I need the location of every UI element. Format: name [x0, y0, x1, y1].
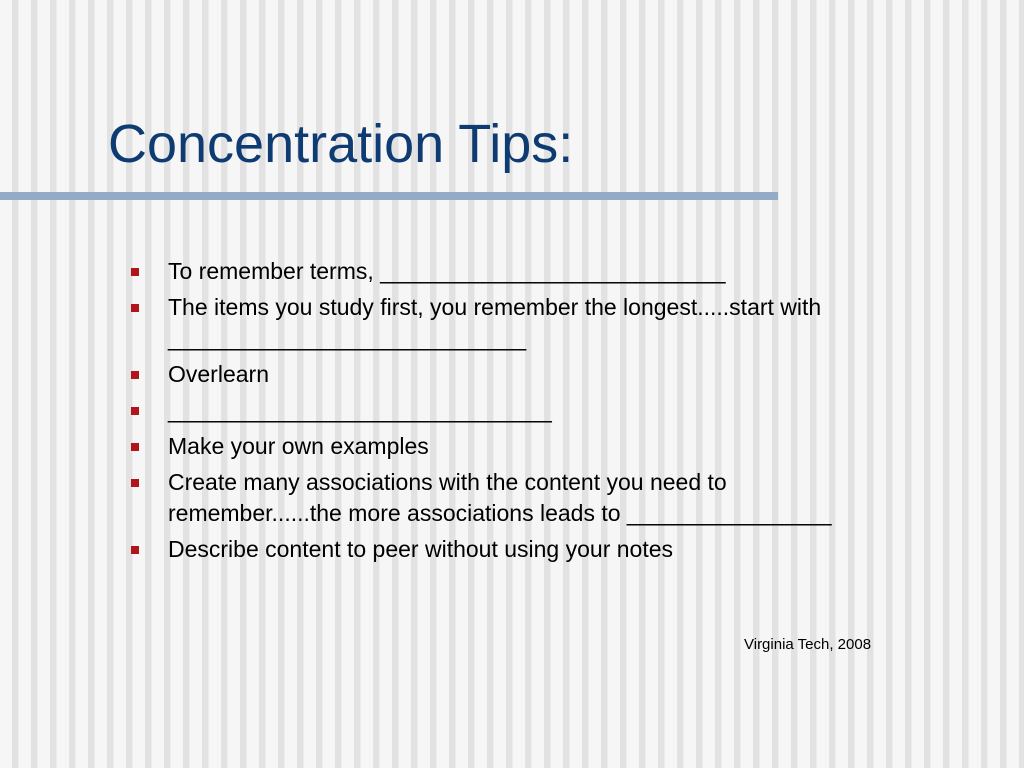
- bullet-text: Describe content to peer without using your notes: [168, 536, 674, 562]
- bullet-item: [130, 431, 930, 462]
- bullet-text: Make your own examples: [168, 433, 429, 459]
- square-bullet-icon: [131, 304, 139, 312]
- square-bullet-icon: [131, 268, 139, 276]
- title-underline: [0, 192, 778, 200]
- square-bullet-icon: [131, 443, 139, 451]
- bullet-text: Overlearn: [168, 361, 269, 387]
- bullet-text: To remember terms, ___________________________: [168, 258, 726, 284]
- square-bullet-icon: [131, 407, 139, 415]
- bullet-text: The items you study first, you remember the longest.....start with: [168, 294, 822, 320]
- bullet-item: [130, 256, 930, 287]
- slide-title: Concentration Tips:: [108, 114, 574, 174]
- bullet-item: [130, 359, 930, 390]
- source-credit: Virginia Tech, 2008: [744, 636, 872, 653]
- bullet-text-continuation: ____________________________: [168, 325, 527, 351]
- bullet-text-continuation: remember......the more associations leads to ________________: [168, 500, 832, 526]
- bullet-item: [130, 534, 930, 565]
- bullet-list: [130, 256, 930, 570]
- bullet-text: Create many associations with the content you need to: [168, 469, 727, 495]
- square-bullet-icon: [131, 371, 139, 379]
- bullet-text: ______________________________: [168, 397, 552, 423]
- bullet-item: [130, 467, 930, 529]
- bullet-item: [130, 292, 930, 354]
- square-bullet-icon: [131, 479, 139, 487]
- square-bullet-icon: [131, 546, 139, 554]
- bullet-item: [130, 395, 930, 426]
